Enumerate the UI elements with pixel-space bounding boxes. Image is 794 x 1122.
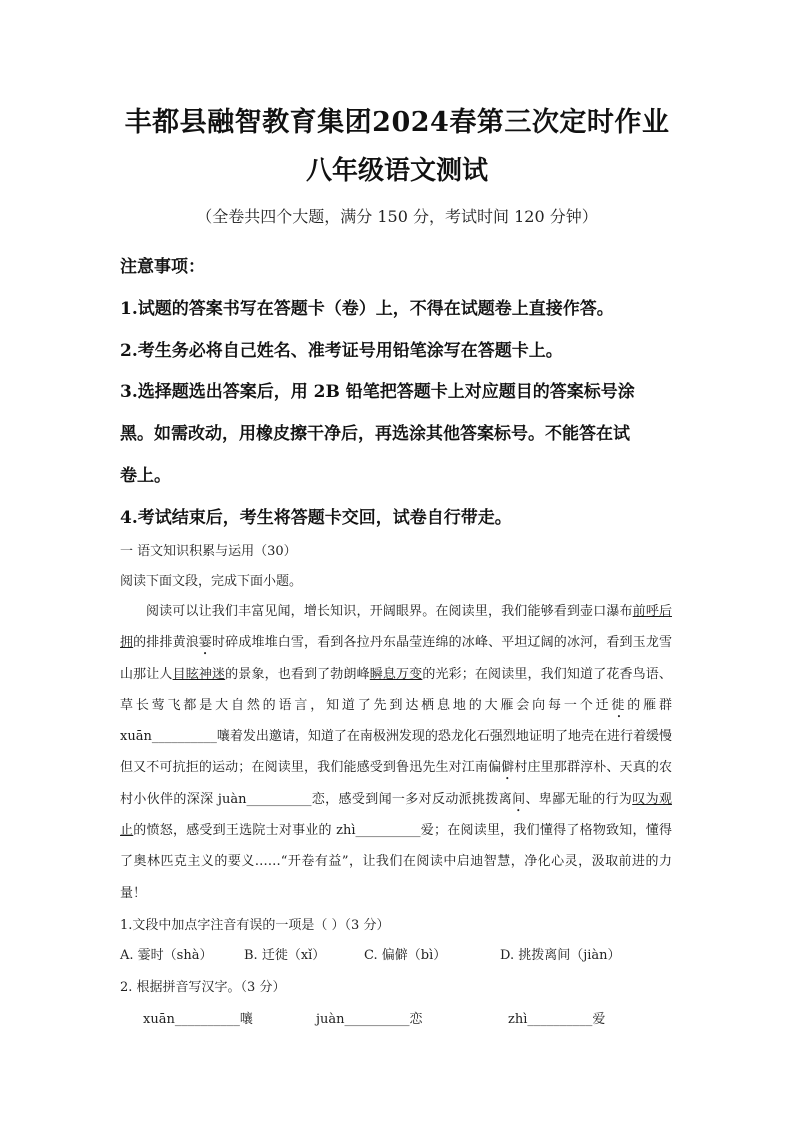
question-1: 1.文段中加点字注音有误的一项是（ ）（3 分）: [120, 918, 390, 933]
notice-item: 卷上。: [120, 466, 171, 486]
passage-text: 的雁群 xuān: [120, 697, 672, 745]
dotted-char: 僻: [501, 760, 515, 776]
q1-option-c: C. 偏僻（bì）: [364, 948, 447, 963]
exam-info: （全卷共四个大题，满分 150 分，考试时间 120 分钟）: [196, 207, 598, 226]
passage-text: 的愤怒，感受到王选院士对事业的 zhì: [133, 823, 356, 839]
passage-text: 恋，感受到闻一多对反动派挑拨离: [311, 791, 513, 807]
fill-blank: __________: [246, 791, 312, 807]
underlined-phrase: 目眩神迷: [172, 666, 226, 682]
q1-option-a: A. 霎时（shà）: [120, 948, 213, 963]
passage-text: 村庄里那群淳朴、天真的农村小伙伴的深深 juàn: [120, 760, 672, 807]
passage-text: 的排排黄浪: [133, 635, 199, 651]
q2-item-xuan: xuān__________嚷: [143, 1012, 253, 1027]
q2-item-juan: juàn__________恋: [316, 1012, 423, 1027]
underlined-phrase: 叹为观止: [120, 791, 672, 839]
section-instruction: 阅读下面文段，完成下面小题。: [120, 574, 303, 589]
q1-option-b: B. 迁徙（xǐ）: [244, 948, 326, 963]
notice-item: 4.考试结束后，考生将答题卡交回，试卷自行带走。: [120, 508, 512, 528]
underlined-phrase: 前呼后拥: [120, 604, 672, 651]
dotted-char: 徙: [611, 697, 628, 713]
section-title: 一 语文知识积累与运用（30）: [120, 544, 297, 559]
passage-text: 的光彩；在阅读里，我们知道了花香鸟语、草长莺飞都是大自然的语言，知道了先到达栖息地的大雁会向每一个迁: [120, 666, 672, 713]
reading-passage: [120, 596, 672, 909]
question-2: 2. 根据拼音写汉字。（3 分）: [120, 980, 286, 995]
fill-blank: __________: [355, 823, 421, 839]
passage-text: 爱；在阅读里，我们懂得了格物致知，懂得了奥林匹克主义的要义……“开卷有益”，让我们在阅读中启迪智慧，净化心灵，汲取前进的力量！: [120, 823, 672, 901]
dotted-char: 间: [512, 791, 526, 807]
passage-text: 、卑鄙无耻的行为: [525, 791, 633, 807]
dotted-char: 霎: [198, 635, 213, 651]
notice-item: 2.考生务必将自己姓名、准考证号用铅笔涂写在答题卡上。: [120, 341, 563, 361]
q1-option-d: D. 挑拨离间（jiàn）: [500, 948, 621, 963]
exam-subtitle: 八年级语文测试: [305, 156, 488, 186]
passage-text: 的景象，也看到了勃朗峰: [225, 666, 370, 682]
notice-heading: 注意事项：: [120, 257, 205, 277]
underlined-phrase: 瞬息万变: [369, 666, 423, 682]
notice-item: 1.试题的答案书写在答题卡（卷）上，不得在试题卷上直接作答。: [120, 299, 614, 319]
exam-title: 丰都县融智教育集团2024春第三次定时作业: [124, 107, 670, 138]
fill-blank: __________: [151, 729, 217, 745]
q2-item-zhi: zhì__________爱: [508, 1012, 606, 1027]
passage-text: 阅读可以让我们丰富见闻，增长知识，开阔眼界。在阅读里，我们能够看到壶口瀑布: [146, 604, 633, 619]
notice-item: 黑。如需改动，用橡皮擦干净后，再选涂其他答案标号。不能答在试: [120, 424, 630, 444]
passage-text: 嚷着发出邀请，知道了在南极洲发现的恐龙化石强烈地证明了地壳在进行着缓慢但又不可抗拒的运动；在阅读里，我们能感受到鲁迅先生对江南偏: [120, 729, 672, 776]
notice-item: 3.选择题选出答案后，用 2B 铅笔把答题卡上对应题目的答案标号涂: [120, 382, 635, 402]
passage-text: 时碎成堆堆白雪，看到各拉丹东晶莹连绵的冰峰、平坦辽阔的冰河，看到玉龙雪山那让人: [120, 635, 672, 682]
passage-paragraph: [120, 596, 672, 909]
